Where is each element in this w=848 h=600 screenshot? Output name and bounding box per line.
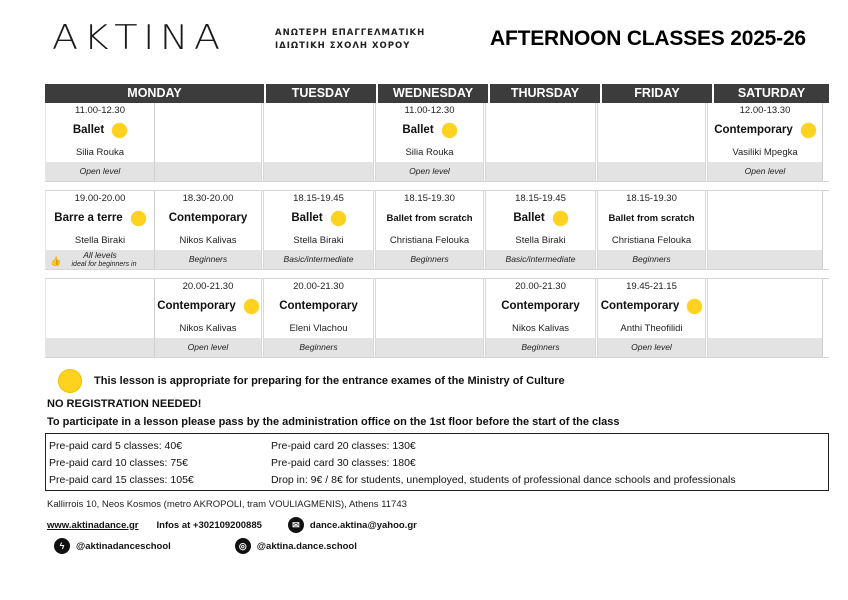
class-name-row bbox=[376, 121, 483, 139]
logo-subtitle-line2: ΙΔΙΩΤΙΚΗ ΣΧΟΛΗ ΧΟΡΟΥ bbox=[275, 41, 411, 51]
class-time: 19.45-21.15 bbox=[626, 281, 677, 292]
class-time: 20.00-21.30 bbox=[515, 281, 566, 292]
class-name: Ballet bbox=[72, 124, 105, 136]
class-name: Ballet from scratch bbox=[608, 212, 695, 224]
page-header bbox=[0, 0, 848, 80]
class-name-row bbox=[376, 209, 483, 227]
exam-dot-icon bbox=[553, 211, 568, 226]
class-level bbox=[155, 250, 261, 269]
teacher-name: Stella Biraki bbox=[74, 235, 126, 246]
class-name: Contemporary bbox=[714, 124, 793, 136]
class-cell bbox=[486, 191, 598, 269]
participation-note: To participate in a lesson please pass by the administration office on the 1st floor before the start of the class bbox=[47, 416, 620, 428]
thumbs-up-icon: 👍 bbox=[50, 256, 62, 266]
class-cell bbox=[45, 103, 155, 181]
phone-info: Infos at +302109200885 bbox=[156, 519, 262, 531]
day-header-wednesday: WEDNESDAY bbox=[378, 84, 488, 103]
level-text: Beginners bbox=[410, 254, 449, 264]
teacher-name: Nikos Kalivas bbox=[511, 323, 570, 334]
teacher-name: Silia Rouka bbox=[405, 147, 454, 158]
page-title: AFTERNOON CLASSES 2025-26 bbox=[490, 27, 806, 50]
class-level bbox=[376, 338, 483, 357]
class-name-row bbox=[708, 121, 822, 139]
messenger-icon: ϟ bbox=[54, 538, 70, 554]
class-level bbox=[486, 162, 595, 181]
level-text: All levels bbox=[83, 250, 117, 260]
class-name: Barre a terre bbox=[54, 212, 123, 224]
level-text: Open level bbox=[187, 342, 229, 352]
class-level bbox=[708, 162, 822, 181]
price-item: Pre-paid card 5 classes: 40€ bbox=[49, 440, 183, 452]
class-name: Contemporary bbox=[157, 300, 236, 312]
class-cell bbox=[708, 103, 823, 181]
empty-cell bbox=[486, 103, 598, 181]
class-level bbox=[486, 338, 595, 357]
price-column-1 bbox=[49, 438, 194, 489]
class-level bbox=[376, 250, 483, 269]
class-name-row bbox=[46, 121, 154, 139]
teacher-name: Silia Rouka bbox=[75, 147, 125, 158]
teacher-name: Nikos Kalivas bbox=[179, 235, 237, 246]
class-cell bbox=[264, 191, 376, 269]
class-name-row bbox=[155, 209, 261, 227]
class-level bbox=[708, 250, 822, 269]
class-name-row bbox=[264, 209, 373, 227]
timetable-block bbox=[45, 278, 829, 358]
timetable-block bbox=[45, 190, 829, 270]
class-level bbox=[598, 162, 705, 181]
class-level bbox=[46, 162, 154, 181]
website-link[interactable]: www.aktinadance.gr bbox=[47, 519, 139, 531]
class-name: Contemporary bbox=[168, 212, 248, 224]
class-time: 12.00-13.30 bbox=[739, 105, 791, 116]
level-text: Open level bbox=[631, 342, 672, 352]
class-cell bbox=[376, 191, 486, 269]
day-header-row bbox=[45, 84, 829, 103]
class-level bbox=[264, 250, 373, 269]
class-cell bbox=[45, 191, 155, 269]
class-name-row bbox=[264, 297, 373, 315]
class-time: 19.00-20.00 bbox=[74, 193, 126, 204]
teacher-name: Stella Biraki bbox=[515, 235, 566, 246]
empty-cell bbox=[264, 103, 376, 181]
class-time: 11.00-12.30 bbox=[404, 105, 455, 116]
exam-dot-icon bbox=[244, 299, 259, 314]
logo: ΑΚΤΙΝΑ bbox=[52, 18, 226, 58]
email-icon: ✉ bbox=[288, 517, 304, 533]
level-text: Basic/intermediate bbox=[505, 254, 576, 264]
logo-subtitle bbox=[275, 27, 425, 53]
class-level bbox=[264, 338, 373, 357]
class-name-row bbox=[486, 297, 595, 315]
instagram-handle[interactable]: @aktina.dance.school bbox=[256, 540, 357, 552]
contact-row bbox=[47, 516, 417, 534]
class-name-row bbox=[46, 209, 154, 227]
class-level bbox=[46, 338, 154, 357]
level-text: Beginners bbox=[521, 342, 560, 352]
price-box bbox=[45, 433, 829, 491]
price-item: Pre-paid card 10 classes: 75€ bbox=[49, 457, 188, 469]
class-name: Ballet bbox=[513, 212, 545, 224]
no-registration-note: NO REGISTRATION NEEDED! bbox=[47, 398, 202, 410]
class-level bbox=[46, 250, 154, 269]
day-header-thursday: THURSDAY bbox=[490, 84, 600, 103]
class-cell bbox=[486, 279, 598, 357]
class-name: Contemporary bbox=[600, 300, 680, 312]
day-header-tuesday: TUESDAY bbox=[266, 84, 376, 103]
class-time: 18.15-19.45 bbox=[293, 193, 344, 204]
level-text: Beginners bbox=[188, 254, 228, 264]
class-level bbox=[155, 162, 261, 181]
teacher-name: Nikos Kalivas bbox=[179, 323, 237, 334]
level-note: ideal for beginners in bbox=[71, 261, 137, 268]
exam-dot-icon bbox=[442, 123, 457, 138]
timetable-block bbox=[45, 103, 829, 182]
address: Kallirrois 10, Neos Kosmos (metro AKROPOLI, tram VOULIAGMENIS), Athens 11743 bbox=[47, 499, 407, 510]
exam-legend bbox=[58, 369, 565, 393]
timetable bbox=[45, 84, 829, 358]
price-item: Pre-paid card 15 classes: 105€ bbox=[49, 474, 194, 486]
day-header-friday: FRIDAY bbox=[602, 84, 712, 103]
teacher-name: Eleni Vlachou bbox=[289, 323, 348, 334]
instagram-icon: ◎ bbox=[235, 538, 251, 554]
level-text: Open level bbox=[409, 166, 450, 176]
price-item: Drop in: 9€ / 8€ for students, unemployed, students of professional dance schools and professionals bbox=[271, 474, 736, 486]
social-row bbox=[54, 537, 357, 555]
teacher-name: Stella Biraki bbox=[293, 235, 344, 246]
legend-text: This lesson is appropriate for preparing for the entrance exames of the Ministry of Culture bbox=[94, 375, 565, 387]
class-time: 20.00-21.30 bbox=[293, 281, 344, 292]
class-level bbox=[486, 250, 595, 269]
level-text: Basic/intermediate bbox=[283, 254, 354, 264]
class-cell bbox=[376, 103, 486, 181]
empty-cell bbox=[598, 103, 708, 181]
empty-cell bbox=[708, 279, 823, 357]
logo-subtitle-line1: ΑΝΩΤΕΡΗ ΕΠΑΓΓΕΛΜΑΤΙΚΗ bbox=[275, 28, 426, 38]
class-time: 18.15-19.30 bbox=[626, 193, 677, 204]
email-link[interactable]: dance.aktina@yahoo.gr bbox=[309, 519, 417, 531]
class-cell bbox=[155, 279, 264, 357]
empty-cell bbox=[45, 279, 155, 357]
class-cell bbox=[598, 279, 708, 357]
class-cell bbox=[264, 279, 376, 357]
timetable-body bbox=[45, 103, 829, 358]
class-level bbox=[598, 250, 705, 269]
price-column-2 bbox=[271, 438, 736, 489]
exam-dot-icon bbox=[331, 211, 346, 226]
class-name: Contemporary bbox=[279, 300, 358, 312]
class-time: 18.15-19.30 bbox=[404, 193, 455, 204]
class-level bbox=[264, 162, 373, 181]
class-name: Ballet bbox=[402, 124, 434, 136]
teacher-name: Vasiliki Mpegka bbox=[732, 147, 798, 158]
class-name-row bbox=[155, 297, 261, 315]
class-time: 18.30-20.00 bbox=[182, 193, 234, 204]
class-cell bbox=[155, 191, 264, 269]
exam-dot-icon bbox=[131, 211, 146, 226]
exam-dot-icon bbox=[112, 123, 127, 138]
day-header-saturday: SATURDAY bbox=[714, 84, 829, 103]
class-level bbox=[376, 162, 483, 181]
empty-cell bbox=[155, 103, 264, 181]
class-name: Ballet from scratch bbox=[386, 212, 473, 224]
level-text: Beginners bbox=[299, 342, 338, 352]
messenger-handle[interactable]: @aktinadanceschool bbox=[76, 540, 171, 552]
empty-cell bbox=[708, 191, 823, 269]
class-time: 11.00-12.30 bbox=[74, 105, 125, 116]
class-level bbox=[708, 338, 822, 357]
price-item: Pre-paid card 20 classes: 130€ bbox=[271, 440, 416, 452]
teacher-name: Christiana Felouka bbox=[611, 235, 692, 246]
level-text: Open level bbox=[744, 166, 786, 176]
class-level bbox=[155, 338, 261, 357]
class-level bbox=[598, 338, 705, 357]
level-text: Beginners bbox=[632, 254, 671, 264]
price-item: Pre-paid card 30 classes: 180€ bbox=[271, 457, 416, 469]
teacher-name: Christiana Felouka bbox=[389, 235, 470, 246]
class-time: 18.15-19.45 bbox=[515, 193, 566, 204]
class-name: Ballet bbox=[291, 212, 323, 224]
class-time: 20.00-21.30 bbox=[182, 281, 234, 292]
exam-dot-icon bbox=[801, 123, 816, 138]
day-header-monday: MONDAY bbox=[45, 84, 264, 103]
class-name-row bbox=[598, 209, 705, 227]
teacher-name: Anthi Theofilidi bbox=[620, 323, 683, 334]
class-name: Contemporary bbox=[501, 300, 580, 312]
class-name-row bbox=[486, 209, 595, 227]
class-name-row bbox=[598, 297, 705, 315]
class-cell bbox=[598, 191, 708, 269]
exam-dot-icon bbox=[58, 369, 82, 393]
empty-cell bbox=[376, 279, 486, 357]
exam-dot-icon bbox=[687, 299, 702, 314]
level-text: Open level bbox=[79, 166, 121, 176]
